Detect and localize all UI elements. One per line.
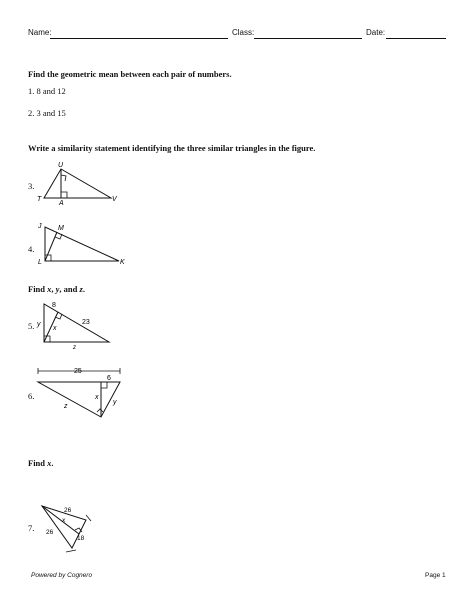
class-label: Class: (232, 28, 255, 37)
label-8: 8 (52, 302, 56, 309)
class-field[interactable] (254, 38, 362, 39)
figure-q4-triangle (30, 218, 130, 270)
date-field[interactable] (386, 38, 446, 39)
date-label: Date: (366, 28, 386, 37)
label-v: V (112, 196, 117, 203)
label-6: 6 (107, 375, 111, 382)
footer-powered-by: Powered by Cognero (31, 572, 93, 579)
footer-page-number: Page 1 (425, 572, 446, 579)
label-l: L (38, 259, 42, 266)
label-26-top: 26 (64, 507, 72, 514)
label-t: T (37, 196, 42, 203)
label-m: M (58, 225, 64, 232)
label-x: x (95, 394, 99, 401)
name-field[interactable] (50, 38, 228, 39)
question-1: 1. 8 and 12 (28, 86, 66, 96)
label-a: A (59, 200, 64, 207)
label-23: 23 (82, 319, 90, 326)
label-j: J (38, 223, 42, 230)
question-7-number: 7. (28, 523, 35, 533)
label-18: 18 (77, 535, 85, 542)
label-25: 25 (74, 368, 82, 375)
label-y: y (113, 399, 117, 406)
figure-q7-triangle (36, 496, 101, 556)
figure-q3-triangle (30, 158, 120, 208)
section-heading-find-xyz: Find x, y, and z. (28, 284, 85, 294)
label-26-left: 26 (46, 529, 54, 536)
question-3-number: 3. (28, 181, 35, 191)
question-5-number: 5. (28, 321, 35, 331)
figure-q5-triangle (34, 298, 119, 350)
label-x: x (62, 517, 66, 524)
label-x: x (53, 325, 57, 332)
name-label: Name: (28, 28, 52, 37)
section-heading-geometric-mean: Find the geometric mean between each pair of numbers. (28, 69, 232, 79)
label-u: U (58, 162, 64, 169)
label-z: z (73, 345, 76, 350)
figure-q6-triangle (34, 364, 129, 424)
question-2: 2. 3 and 15 (28, 108, 66, 118)
label-k: K (120, 259, 125, 266)
question-6-number: 6. (28, 391, 35, 401)
question-4-number: 4. (28, 244, 35, 254)
label-y: y (37, 321, 41, 328)
section-heading-similarity: Write a similarity statement identifying the three similar triangles in the figure. (28, 143, 316, 153)
label-z: z (64, 403, 68, 410)
section-heading-find-x: Find x. (28, 458, 54, 468)
